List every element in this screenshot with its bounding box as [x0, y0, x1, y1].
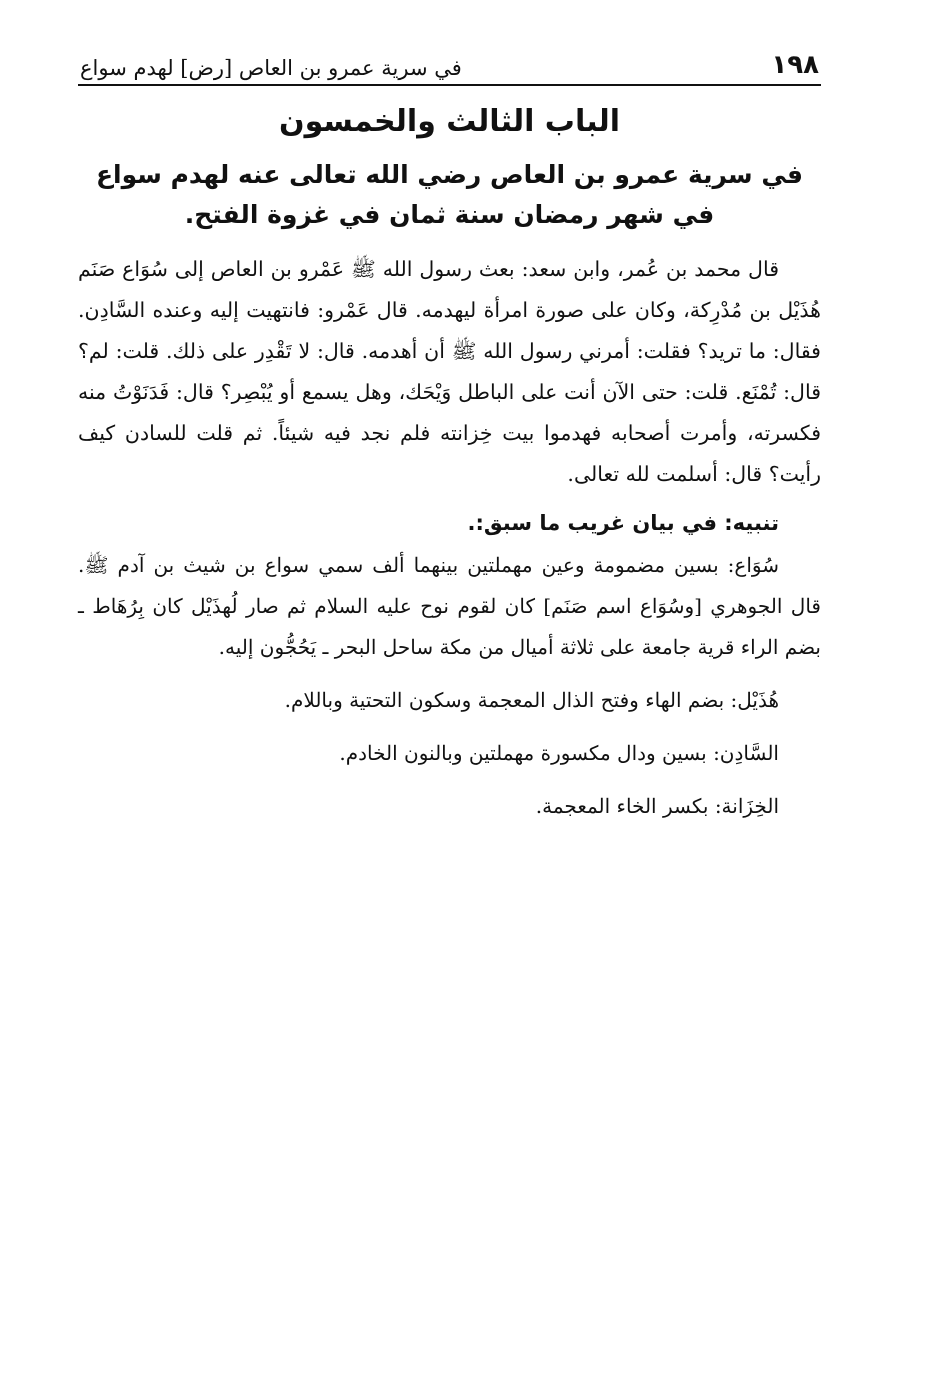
running-title: في سرية عمرو بن العاص [رض] لهدم سواع [80, 56, 462, 80]
gloss-entry-hudhayl: هُذَيْل: بضم الهاء وفتح الذال المعجمة وسكون التحتية وباللام. [284, 688, 779, 712]
chapter-subtitle [78, 155, 821, 235]
note-heading: تنبيه: في بيان غريب ما سبق:. [467, 511, 779, 535]
document-page [78, 40, 821, 1376]
gloss-entry-khizana: الخِزَانة: بكسر الخاء المعجمة. [535, 794, 779, 818]
chapter-subtitle-line-1: في سرية عمرو بن العاص رضي الله تعالى عنه لهدم سواع [95, 160, 804, 189]
narration-paragraph: قال محمد بن عُمر، وابن سعد: بعث رسول الله ﷺ عَمْرو بن العاص إلى سُوَاع صَنَم هُذَيْل بن مُدْرِكة، وكان على صورة امرأة ليهدمه. قال عَمْرو: فانتهيت إليه وعنده السَّادِن. فقال: ما تريد؟ فقلت: أمرني رسول الله ﷺ أن أهدمه. قال: لا تَقْدِر على ذلك. قلت: لم؟ قال: تُمْنَع. قلت: حتى الآن أنت على الباطل وَيْحَك، وهل يسمع أو يُبْصِر؟ قال: فَدَنَوْتُ منه فكسرته، وأمرت أصحابه فهدموا بيت خِزانته فلم نجد فيه شيئاً. ثم قلت للسادن كيف رأيت؟ قال: أسلمت لله تعالى. [78, 257, 821, 486]
chapter-subtitle-line-2: في شهر رمضان سنة ثمان في غزوة الفتح. [184, 200, 715, 229]
running-header [78, 40, 821, 86]
gloss-entry-suwa: سُوَاع: بسين مضمومة وعين مهملتين بينهما ألف سمي سواع بن شيث بن آدم ﷺ. قال الجوهري [وسُوَاع اسم صَنَم] كان لقوم نوح عليه السلام ثم صار لُهذَيْل كان بِرُهَاط ـ بضم الراء قرية جامعة على ثلاثة أميال من مكة ساحل البحر ـ يَحُجُّون إليه. [78, 553, 821, 659]
chapter-title: الباب الثالث والخمسون [278, 104, 621, 139]
page-number: ١٩٨ [771, 50, 819, 80]
gloss-entry-sadin: السَّادِن: بسين ودال مكسورة مهملتين وبالنون الخادم. [339, 741, 779, 765]
